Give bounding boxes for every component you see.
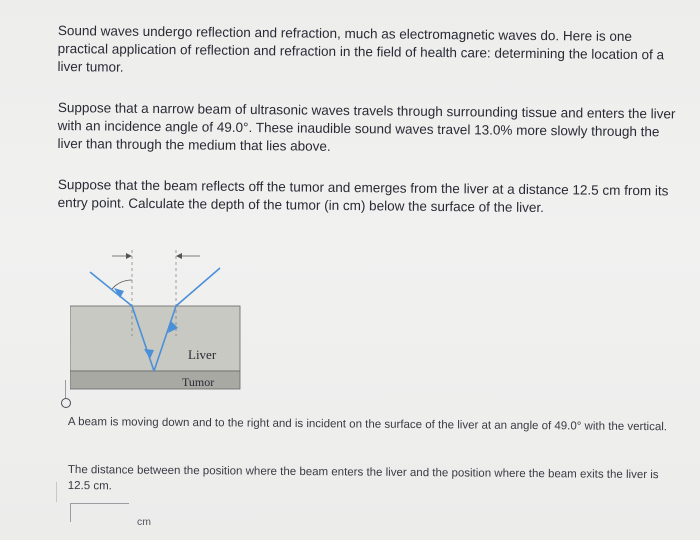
incidence-angle-arc [112,280,132,289]
option-connector [65,380,66,398]
distance-description: The distance between the position where the beam enters the liver and the position where the beam exits the liver is 12.5 cm. [67,463,659,493]
liver-label: Liver [188,347,217,362]
exit-beam [176,268,220,306]
incident-beam [90,272,132,306]
intro-paragraph: Sound waves undergo reflection and refraction, much as electromagnetic waves do. Here is one practical application of reflection and refraction in the field of health care: determining the location of a liver tumor. [57,22,665,75]
depth-answer-input[interactable] [70,503,129,522]
answer-divider [56,482,57,502]
beam-description: A beam is moving down and to the right and is incident on the surface of the liver at an angle of 49.0° with the vertical. [67,415,668,434]
task-paragraph: Suppose that the beam reflects off the tumor and emerges from the liver at a distance 12.5 cm from its entry point. Calculate the depth of the tumor (in cm) below the surface of the liver. [57,176,669,216]
width-arrowhead-right [176,253,182,259]
option-radio[interactable] [61,398,71,408]
ultrasound-diagram [70,236,250,396]
width-arrowhead-left [126,253,132,259]
setup-paragraph: Suppose that a narrow beam of ultrasonic waves travels through surrounding tissue and enters the liver with an incidence angle of 49.0°. These inaudible sound waves travel 13.0% more slowly through the liver than through the medium that lies above. [57,99,676,154]
tumor-layer [70,371,240,389]
answer-unit: cm [137,516,151,528]
tumor-label: Tumor [182,375,215,389]
